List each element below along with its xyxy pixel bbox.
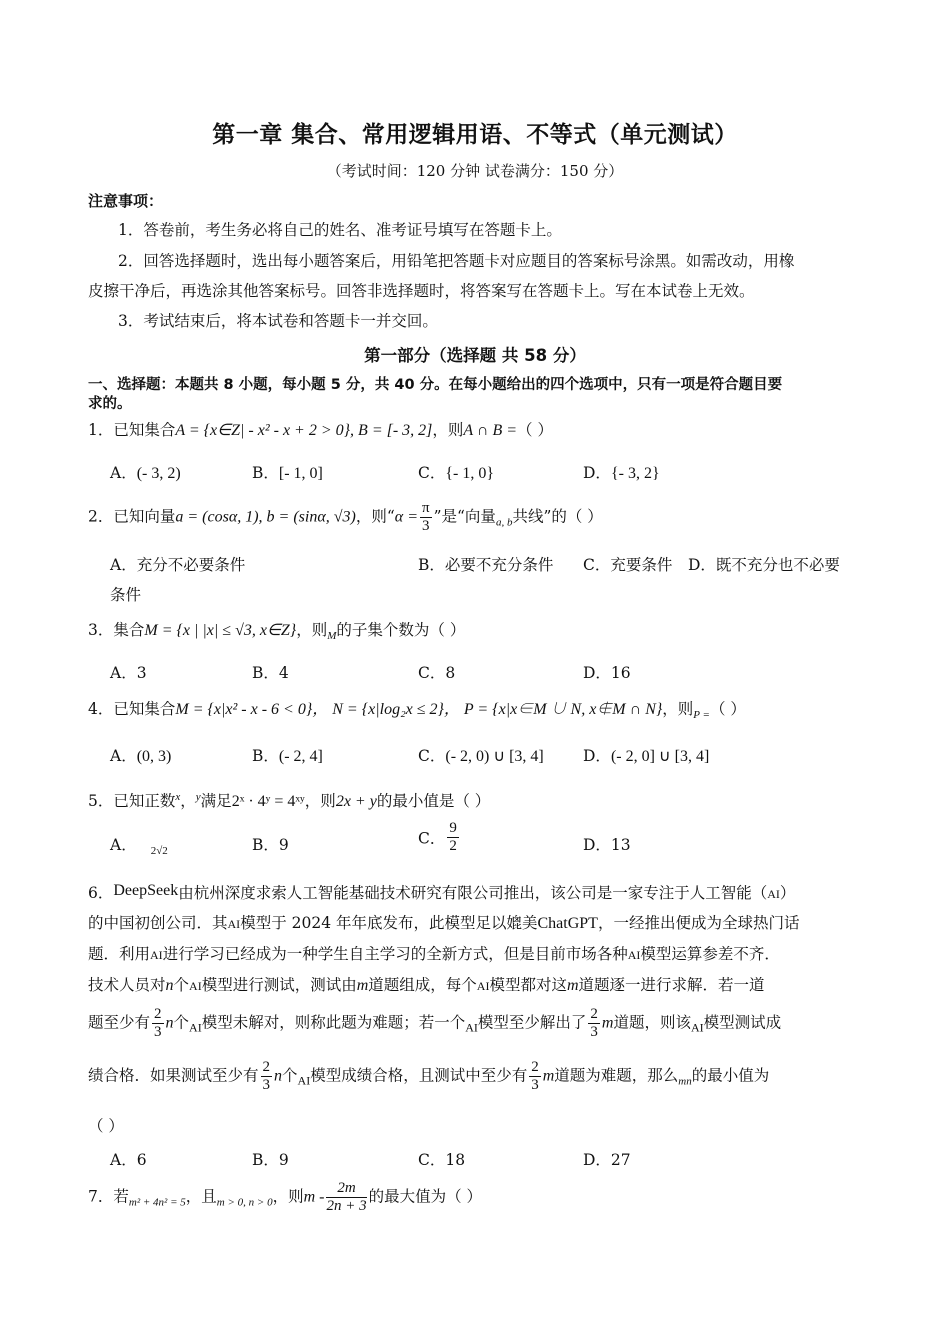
q4-option-a[interactable]: A．(0, 3) bbox=[110, 747, 172, 765]
question-2: 2．已知向量a = (cosα, 1), b = (sinα, √3)，则“α = $\frac{\pi}{3}$ ”是“向量$_{a, b}$共线”的（ ） bbox=[88, 500, 603, 534]
q1-option-d[interactable]: D．{- 3, 2} bbox=[583, 464, 660, 482]
q2-option-d[interactable]: D．既不充分也不必要 bbox=[688, 556, 840, 574]
q2-option-a[interactable]: A．充分不必要条件 bbox=[110, 556, 246, 574]
q1-set-a: A = {x∈Z| - x² - x + 2 > 0} bbox=[175, 422, 351, 439]
q7-equation: m² + 4n² = 5 bbox=[128, 1196, 186, 1209]
question-6-line-4: 技术人员对n个AI模型进行测试，测试由m道题组成，每个AI模型都对这m道题逐一进行求解．若一道 bbox=[88, 976, 765, 994]
q3-option-a[interactable]: A．3 bbox=[110, 664, 147, 682]
q5-option-b[interactable]: B．9 bbox=[252, 836, 289, 854]
q3-set: M = {x | |x| ≤ √3, x∈Z} bbox=[144, 622, 297, 639]
q2-fraction: $\frac{\pi}{3}$ bbox=[422, 500, 430, 534]
q4-option-c[interactable]: C．(- 2, 0) ∪ [3, 4] bbox=[418, 747, 544, 765]
notes-heading: 注意事项： bbox=[88, 192, 164, 210]
q3-option-c[interactable]: C．8 bbox=[418, 664, 456, 682]
q5-option-a[interactable]: A． $_{2√2}$ bbox=[110, 836, 168, 858]
q3-option-d[interactable]: D．16 bbox=[583, 664, 631, 682]
note-2: 2．回答选择题时，选出每小题答案后，用铅笔把答题卡对应题目的答案标号涂黑。如需改动，用橡 bbox=[118, 252, 795, 270]
section-instructions: 一、选择题：本题共 8 小题，每小题 5 分，共 40 分。在每小题给出的四个选项中，只有一项是符合题目要 bbox=[88, 377, 783, 393]
question-6-line-6: 绩合格．如果测试至少有 $\frac{2}{3}$ n个$_{AI}$模型成绩合格，且测试中至少有 $\frac{2}{3}$ m道题为难题，那么$_{mn}$的最小值为 bbox=[88, 1059, 770, 1093]
q1-suffix: ，则 bbox=[432, 421, 464, 439]
note-1: 1．答卷前，考生务必将自己的姓名、准考证号填写在答题卡上。 bbox=[118, 221, 562, 239]
part-one-heading: 第一部分（选择题 共 58 分） bbox=[364, 346, 586, 365]
q4-option-b[interactable]: B．(- 2, 4] bbox=[252, 747, 323, 765]
q1-option-b[interactable]: B．[- 1, 0] bbox=[252, 464, 323, 482]
q1-paren: （ ） bbox=[517, 421, 553, 439]
note-3: 3．考试结束后，将本试卷和答题卡一并交回。 bbox=[118, 312, 438, 330]
q1-ask: A ∩ B = bbox=[463, 422, 518, 439]
exam-info: （考试时间：120 分钟 试卷满分：150 分） bbox=[326, 162, 624, 180]
q4-set-m: M = {x|x² - x - 6 < 0} bbox=[175, 701, 313, 718]
q1-option-a[interactable]: A．(- 3, 2) bbox=[110, 464, 181, 482]
q2-vectors: a = (cosα, 1), b = (sinα, √3) bbox=[175, 508, 356, 526]
question-4: 4．已知集合M = {x|x² - x - 6 < 0}， N = {x|log₂x ≤ 2}， P = {x|x∈M ∪ N, x∉M ∩ N}，则$_{P =}$（ ） bbox=[88, 700, 746, 722]
question-6-paren: （ ） bbox=[88, 1117, 124, 1135]
question-1 bbox=[88, 419, 553, 442]
q7-fraction: $\frac{2m}{2n + 3}$ bbox=[326, 1180, 367, 1214]
q6-option-d[interactable]: D．27 bbox=[583, 1151, 631, 1169]
q6-option-c[interactable]: C．18 bbox=[418, 1151, 466, 1169]
q6-option-b[interactable]: B．9 bbox=[252, 1151, 289, 1169]
q4-set-p: ， P = {x|x∈M ∪ N, x∉M ∩ N} bbox=[443, 701, 663, 718]
question-6-line-5: 题至少有 $\frac{2}{3}$ n个$_{AI}$模型未解对，则称此题为难题；若一个$_{AI}$模型至少解出了 $\frac{2}{3}$ m道题，则该$_{AI}$模型测试成 bbox=[88, 1006, 782, 1040]
question-3: 3．集合M = {x | |x| ≤ √3, x∈Z}，则$_M$的子集个数为（ ） bbox=[88, 621, 466, 643]
q2-option-b[interactable]: B．必要不充分条件 bbox=[418, 556, 554, 574]
q1-set-b: , B = [- 3, 2] bbox=[350, 422, 433, 439]
q2-option-c[interactable]: C．充要条件 bbox=[583, 556, 673, 574]
question-6-line-2: 的中国初创公司．其AI模型于 2024 年年底发布，此模型足以媲美ChatGPT，一经推出便成为全球热门话 bbox=[88, 914, 800, 932]
q5-option-c[interactable]: C． $\frac{9}{2}$ bbox=[418, 820, 457, 854]
section-instructions-cont: 求的。 bbox=[88, 396, 132, 412]
q3-option-b[interactable]: B．4 bbox=[252, 664, 289, 682]
note-2-cont: 皮擦干净后，再选涂其他答案标号。回答非选择题时，将答案写在答题卡上。写在本试卷上无效。 bbox=[88, 282, 755, 300]
question-5: 5．已知正数$^x$，$^y$满足2ˣ · 4ʸ = 4ˣʸ，则2x + y的最小值是（ ） bbox=[88, 791, 491, 811]
q2-option-d-cont: 条件 bbox=[110, 586, 142, 604]
q1-prefix: 1．已知集合 bbox=[88, 421, 176, 439]
q4-option-d[interactable]: D．(- 2, 0] ∪ [3, 4] bbox=[583, 747, 710, 765]
q5-option-d[interactable]: D．13 bbox=[583, 836, 631, 854]
question-7: 7．若$_{m^2 + 4n^2 = 5}$，且$_{m > 0, n > 0}$，则m - $\frac{2m}{2n + 3}$ 的最大值为（ ） bbox=[88, 1180, 483, 1214]
question-6-line-1: 6．DeepSeek由杭州深度求索人工智能基础技术研究有限公司推出，该公司是一家专注于人工智能（AI） bbox=[88, 882, 796, 902]
q6-option-a[interactable]: A．6 bbox=[110, 1151, 147, 1169]
page-title: 第一章 集合、常用逻辑用语、不等式（单元测试） bbox=[212, 122, 738, 148]
q1-option-c[interactable]: C．{- 1, 0} bbox=[418, 464, 495, 482]
q4-set-n: ， N = {x|log₂x ≤ 2} bbox=[312, 701, 444, 718]
q5-equation: 2ˣ · 4ʸ = 4ˣʸ bbox=[231, 793, 305, 811]
question-6-line-3: 题．利用AI进行学习已经成为一种学生自主学习的全新方式，但是目前市场各种AI模型运算参差不齐． bbox=[88, 945, 780, 963]
